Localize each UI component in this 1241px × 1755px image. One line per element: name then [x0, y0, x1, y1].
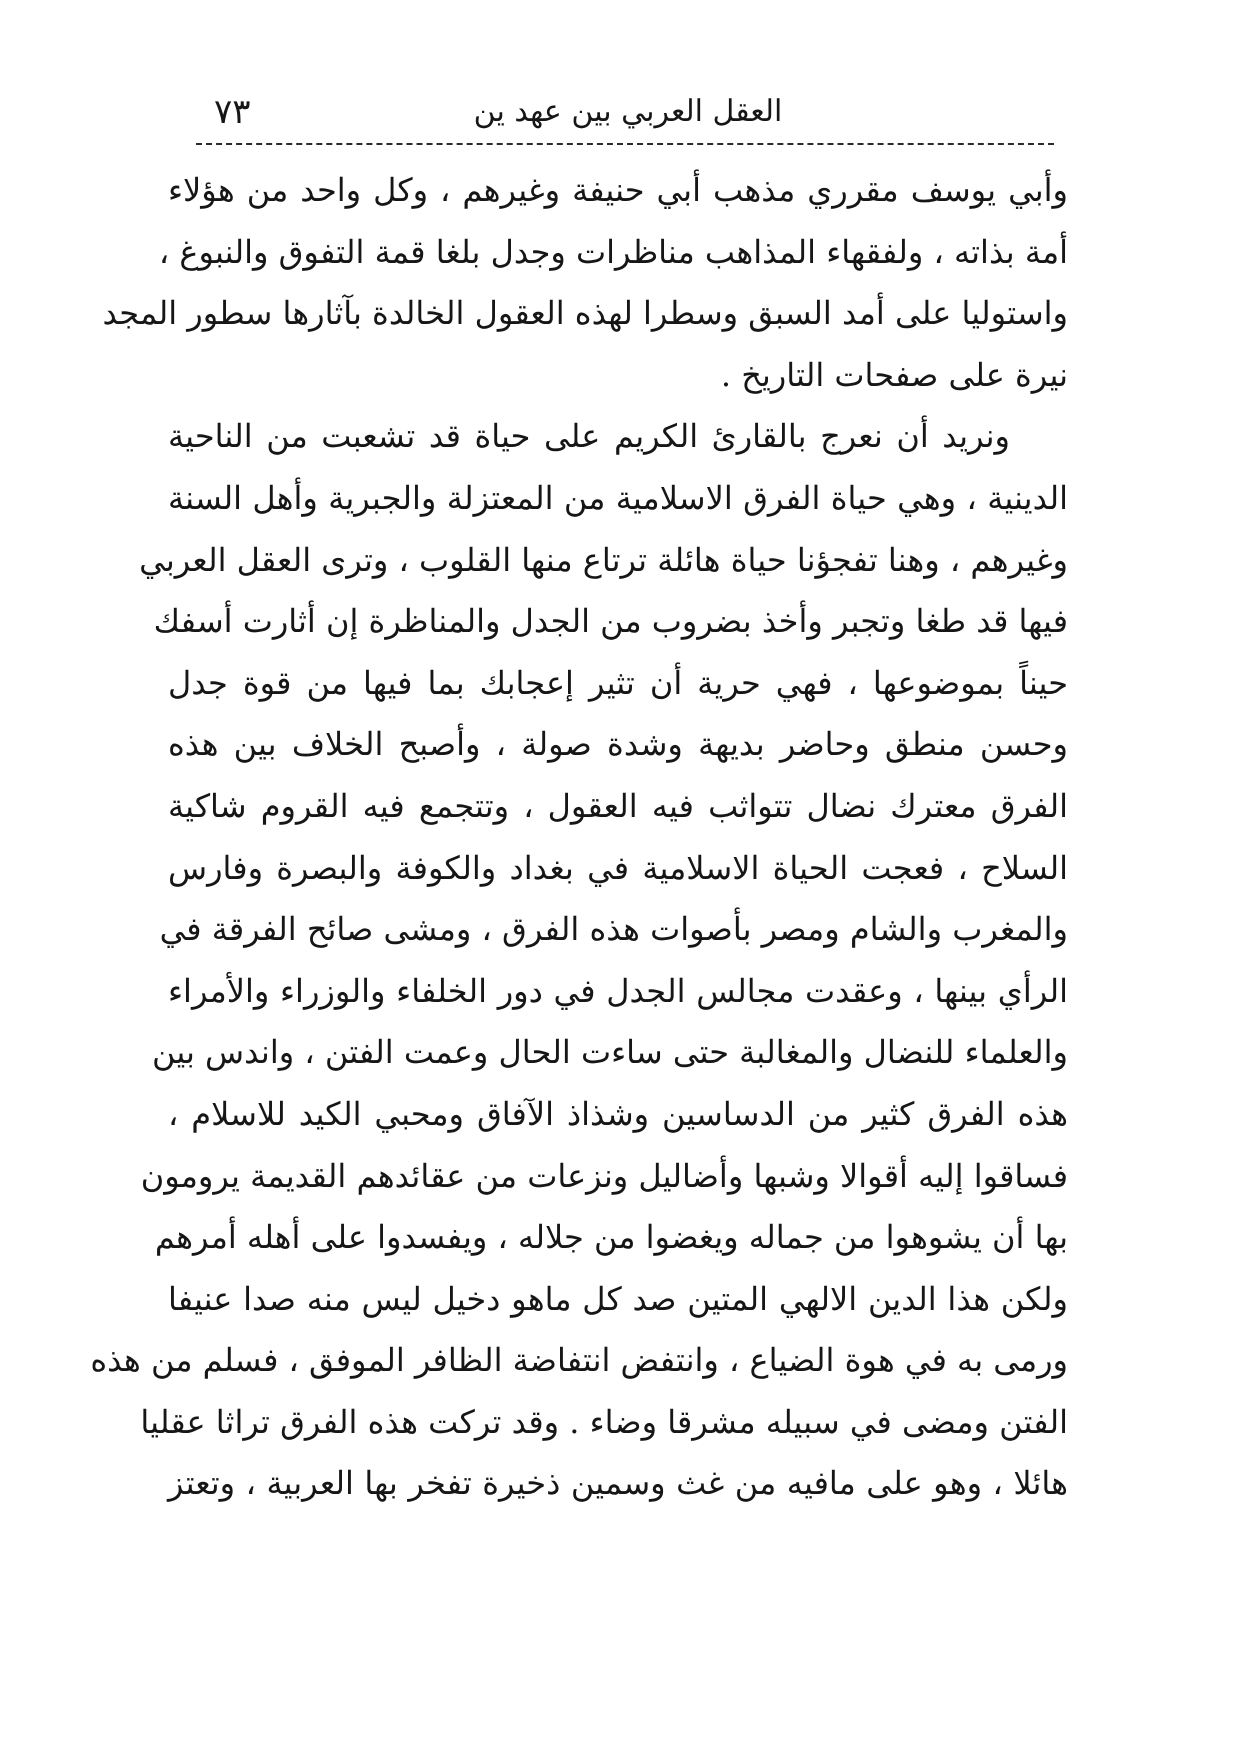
text-line: نيرة على صفحات التاريخ .	[720, 355, 1068, 394]
text-line: أمة بذاته ، ولفقهاء المذاهب مناظرات وجدل بلغا قمة التفوق والنبوغ ،	[158, 232, 1068, 271]
page-number: ٧٣	[214, 92, 251, 132]
text-line: فيها قد طغا وتجبر وأخذ بضروب من الجدل والمناظرة إن أثارت أسفك	[153, 602, 1068, 641]
text-line: ولكن هذا الدين الالهي المتين صد كل ماهو دخيل ليس منه صدا عنيفا	[168, 1279, 1068, 1318]
text-line: الفرق معترك نضال تتواثب فيه العقول ، وتتجمع فيه القروم شاكية	[168, 786, 1069, 825]
text-line: السلاح ، فعجت الحياة الاسلامية في بغداد والكوفة والبصرة وفارس	[168, 848, 1069, 887]
text-line: بها أن يشوهوا من جماله ويغضوا من جلاله ، ويفسدوا على أهله أمرهم	[154, 1218, 1068, 1257]
body-text	[90, 160, 1069, 1515]
text-line: الفتن ومضى في سبيله مشرقا وضاء . وقد تركت هذه الفرق تراثا عقليا	[140, 1402, 1068, 1441]
running-title: العقل العربي بين عهد ين	[473, 94, 783, 129]
text-line: وأبي يوسف مقرري مذهب أبي حنيفة وغيرهم ، وكل واحد من هؤلاء	[168, 171, 1068, 209]
text-line: هذه الفرق كثير من الدساسين وشذاذ الآفاق ومحبي الكيد للاسلام ،	[168, 1094, 1069, 1133]
text-line: والمغرب والشام ومصر بأصوات هذه الفرق ، ومشى صائح الفرقة في	[159, 910, 1068, 949]
header-divider	[196, 143, 1054, 145]
text-line: ورمى به في هوة الضياع ، وانتفض انتفاضة الظافر الموفق ، فسلم من هذه	[90, 1341, 1068, 1380]
text-line: وحسن منطق وحاضر بديهة وشدة صولة ، وأصبح الخلاف بين هذه	[168, 725, 1068, 764]
text-line: ونريد أن نعرج بالقارئ الكريم على حياة قد تشعبت من الناحية	[168, 417, 1010, 456]
text-line: الدينية ، وهي حياة الفرق الاسلامية من المعتزلة والجبرية وأهل السنة	[168, 478, 1069, 517]
text-line: الرأي بينها ، وعقدت مجالس الجدل في دور الخلفاء والوزراء والأمراء	[168, 971, 1068, 1010]
page-header	[206, 88, 1050, 140]
text-line: وغيرهم ، وهنا تفجؤنا حياة هائلة ترتاع منها القلوب ، وترى العقل العربي	[139, 540, 1068, 579]
text-line: واستوليا على أمد السبق وسطرا لهذه العقول الخالدة بآثارها سطور المجد	[102, 294, 1068, 333]
text-line: هائلا ، وهو على مافيه من غث وسمين ذخيرة تفخر بها العربية ، وتعتز	[168, 1464, 1068, 1503]
text-line: والعلماء للنضال والمغالبة حتى ساءت الحال وعمت الفتن ، واندس بين	[151, 1033, 1068, 1072]
text-line: فساقوا إليه أقوالا وشبها وأضاليل ونزعات من عقائدهم القديمة يرومون	[140, 1156, 1068, 1195]
text-line: حيناً بموضوعها ، فهي حرية أن تثير إعجابك بما فيها من قوة جدل	[168, 663, 1068, 702]
